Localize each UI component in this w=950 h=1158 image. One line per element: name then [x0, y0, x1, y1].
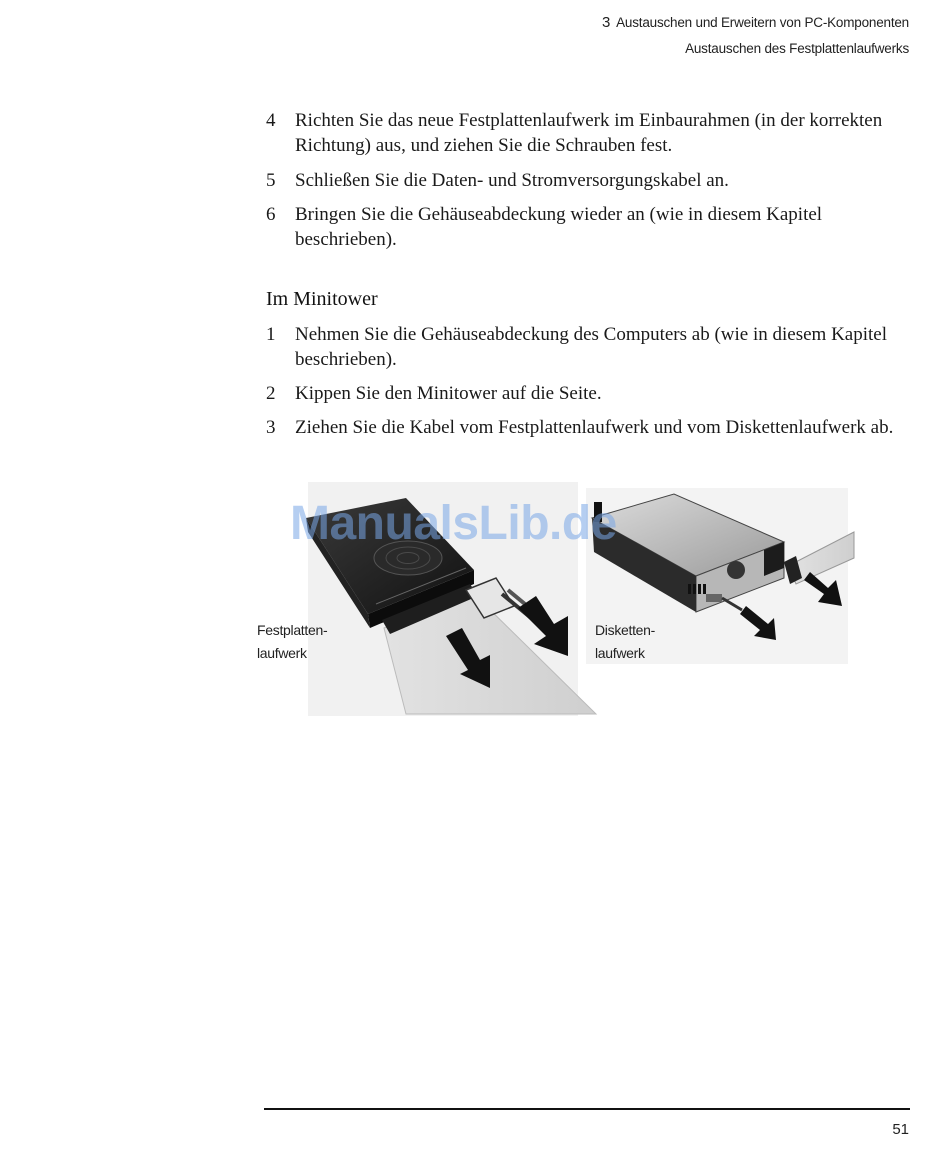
step-text: Nehmen Sie die Gehäuseabdeckung des Computers ab (wie in diesem Kapitel beschrieben). [295, 324, 887, 370]
subheading-minitower: Im Minitower [266, 288, 378, 310]
step-6 [266, 202, 911, 252]
running-header-section: Austauschen des Festplattenlaufwerks [685, 41, 909, 56]
step-number: 5 [266, 170, 276, 191]
caption-fdd-line1: Disketten- [595, 622, 656, 638]
manualslib-watermark: ManualsLib.de [290, 497, 617, 550]
step-text: Bringen Sie die Gehäuseabdeckung wieder an (wie in diesem Kapitel beschrieben). [295, 204, 823, 250]
step-text: Schließen Sie die Daten- und Stromversorgungskabel an. [295, 170, 729, 191]
step-number: 2 [266, 383, 276, 404]
caption-hard-disk [257, 619, 327, 665]
step-number: 4 [266, 110, 276, 131]
caption-hdd-line1: Festplatten- [257, 622, 328, 638]
minitower-step-3 [266, 415, 911, 440]
step-text: Kippen Sie den Minitower auf die Seite. [295, 383, 602, 404]
caption-hdd-line2: laufwerk [257, 645, 307, 661]
step-text: Richten Sie das neue Festplattenlaufwerk im Einbaurahmen (in der korrekten Richtung) aus, und ziehen Sie die Schrauben fest. [295, 110, 883, 156]
page-number: 51 [892, 1121, 909, 1138]
step-number: 3 [266, 417, 276, 438]
step-number: 1 [266, 324, 276, 345]
caption-floppy-disk [595, 619, 655, 665]
footer-rule [264, 1108, 910, 1110]
step-4 [266, 108, 911, 158]
step-text: Ziehen Sie die Kabel vom Festplattenlaufwerk und vom Diskettenlaufwerk ab. [295, 417, 894, 438]
chapter-title: Austauschen und Erweitern von PC-Komponenten [616, 15, 909, 30]
caption-fdd-line2: laufwerk [595, 645, 645, 661]
minitower-step-2 [266, 381, 911, 406]
minitower-step-1 [266, 322, 911, 372]
step-number: 6 [266, 204, 276, 225]
chapter-number: 3 [601, 14, 611, 31]
step-5 [266, 168, 911, 193]
running-header-chapter [602, 14, 909, 31]
